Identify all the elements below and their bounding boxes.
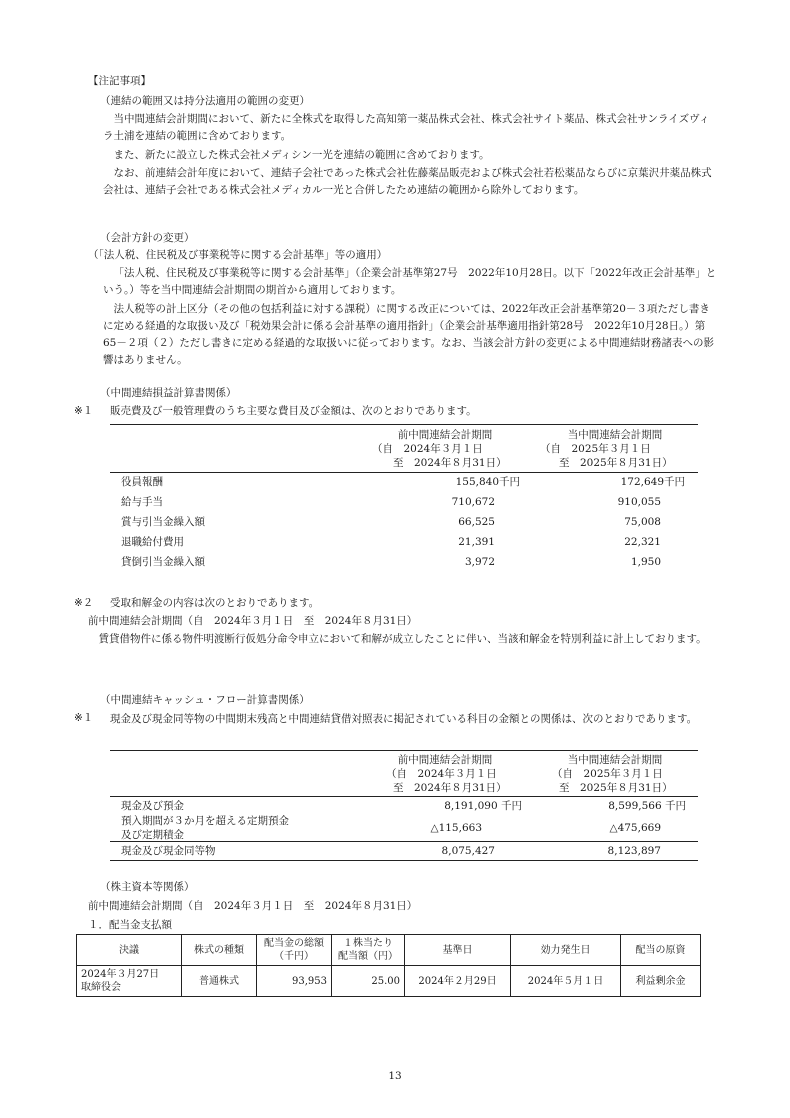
cell-per-share: 25.00 — [332, 966, 405, 997]
dividend-table-header-row — [77, 935, 701, 966]
cf-prev-line2: （自 2024年３月１日 — [386, 768, 497, 780]
cf-row-prev: △115,663 — [430, 822, 482, 834]
cf-table-bottom-rule — [110, 860, 698, 861]
cf-table-total-rule — [110, 841, 698, 842]
scope-paragraph-3: なお、前連結会計年度において、連結子会社であった株式会社佐藤薬品販売および株式会社若松薬品ならびに京葉沢井薬品株式会社は、連結子会社である株式会社メディカル一光と合併したため連結の範囲から除外しております。 — [103, 167, 712, 196]
accounting-paragraph-1: 「法人税、住民税及び事業税等に関する会計基準」（企業会計基準第27号 2022年10月28日。以下「2022年改正会計基準」という。）等を当中間連結会計期間の期首から適用しております。 — [103, 267, 717, 296]
pl-row-prev: 155,840千円 — [455, 476, 520, 488]
pl-curr-line2: （自 2025年３月１日 — [540, 443, 651, 455]
accounting-paragraph-2: 法人税等の計上区分（その他の包括利益に対する課税）に関する改正については、2022年改正会計基準第20－３項ただし書きに定める経過的な取扱い及び「税効果会計に係る会計基準の適用指針」（企業会計基準適用指針第28号 2022年10月28日。）第65－２項（２）ただし書きに定める経過的な取扱いに従っております。なお、当該会計方針の変更による中間連結財務諸表への影響はありません。 — [103, 303, 715, 366]
cf-row-prev: 8,191,090 千円 — [444, 800, 522, 812]
cf-curr-line2: （自 2025年３月１日 — [552, 768, 663, 780]
pl-note2-text: 受取和解金の内容は次のとおりであります。 — [110, 597, 320, 609]
cf-row-prev: 8,075,427 — [441, 845, 495, 857]
cf-table-header-rule — [110, 796, 698, 797]
cell-record-date: 2024年２月29日 — [405, 966, 511, 997]
header-per-line1: １株当たり — [343, 938, 393, 949]
cf-row-curr: △475,669 — [609, 822, 661, 834]
header-total-line1: 配当金の総額 — [264, 938, 324, 949]
cf-note1-mark: ※１ — [74, 712, 94, 724]
equity-subheading: １．配当金支払額 — [88, 919, 172, 931]
dividend-table — [76, 934, 701, 997]
cell-effective-date: 2024年５月１日 — [511, 966, 621, 997]
header-record-date: 基準日 — [405, 935, 511, 966]
pl-table-top-rule — [110, 424, 698, 425]
cell-share-type: 普通株式 — [182, 966, 257, 997]
cf-row-curr: 8,123,897 — [607, 845, 661, 857]
pl-row-prev: 710,672 — [451, 496, 495, 508]
pl-row-label: 給与手当 — [121, 496, 163, 508]
pl-note1-mark: ※１ — [74, 405, 94, 417]
pl-row-label: 退職給付費用 — [121, 536, 184, 548]
pl-curr-line3: 至 2025年８月31日） — [559, 457, 673, 469]
cf-curr-line3: 至 2025年８月31日） — [559, 782, 673, 794]
pl-prev-line3: 至 2024年８月31日） — [393, 457, 507, 469]
cf-row-label: 現金及び現金同等物 — [121, 845, 216, 857]
header-per-line2: 配当額（円） — [338, 951, 398, 962]
accounting-subheading: （「法人税、住民税及び事業税等に関する会計基準」等の適用） — [88, 249, 388, 261]
pl-row-label: 貸倒引当金繰入額 — [121, 556, 205, 568]
header-per-share — [332, 935, 405, 966]
pl-prev-line1: 前中間連結会計期間 — [397, 429, 493, 441]
header-dividend-source: 配当の原資 — [621, 935, 701, 966]
cell-resolution — [77, 966, 182, 997]
scope-paragraph-2: また、新たに設立した株式会社メディシン一光を連結の範囲に含めております。 — [113, 149, 490, 161]
pl-note2-mark: ※２ — [74, 597, 94, 609]
pl-heading: （中間連結損益計算書関係） — [100, 387, 237, 399]
cf-heading: （中間連結キャッシュ・フロー計算書関係） — [100, 694, 310, 706]
pl-row-label: 役員報酬 — [121, 476, 163, 488]
pl-row-curr: 75,008 — [624, 516, 661, 528]
header-share-type: 株式の種類 — [182, 935, 257, 966]
header-total-dividend — [257, 935, 332, 966]
cf-note1-text: 現金及び現金同等物の中間期末残高と中間連結貸借対照表に掲記されている科目の金額との関係は、次のとおりであります。 — [110, 713, 698, 725]
cf-row-label: 現金及び預金 — [121, 800, 184, 812]
pl-row-prev: 66,525 — [458, 516, 495, 528]
cell-resolution-line1: 2024年３月27日 — [81, 969, 160, 980]
pl-note2-body: 賃貸借物件に係る物件明渡断行仮処分命令申立において和解が成立したことに伴い、当該和解金を特別利益に計上しております。 — [98, 633, 707, 645]
dividend-table-row — [77, 966, 701, 997]
cf-table-top-rule — [110, 750, 698, 751]
pl-note1-text: 販売費及び一般管理費のうち主要な費目及び金額は、次のとおりであります。 — [110, 405, 477, 417]
accounting-heading: （会計方針の変更） — [100, 232, 195, 244]
pl-row-curr: 172,649千円 — [620, 476, 685, 488]
header-effective-date: 効力発生日 — [511, 935, 621, 966]
scope-paragraph-1: 当中間連結会計期間において、新たに全株式を取得した高知第一薬品株式会社、株式会社サイト薬品、株式会社サンライズヴィラ土浦を連結の範囲に含めております。 — [103, 113, 710, 142]
pl-row-prev: 21,391 — [458, 536, 495, 548]
pl-row-curr: 22,321 — [624, 536, 661, 548]
cell-total-dividend: 93,953 — [257, 966, 332, 997]
notes-heading: 【注記事項】 — [88, 75, 151, 87]
header-total-line2: （千円） — [274, 951, 314, 962]
equity-heading: （株主資本等関係） — [100, 881, 195, 893]
pl-row-curr: 910,055 — [617, 496, 661, 508]
cf-curr-line1: 当中間連結会計期間 — [567, 754, 663, 766]
pl-prev-line2: （自 2024年３月１日 — [372, 443, 483, 455]
cell-dividend-source: 利益剰余金 — [621, 966, 701, 997]
cf-prev-line1: 前中間連結会計期間 — [397, 754, 493, 766]
cell-resolution-line2: 取締役会 — [81, 982, 121, 993]
pl-row-curr: 1,950 — [630, 556, 661, 568]
pl-row-label: 賞与引当金繰入額 — [121, 516, 205, 528]
page-number: 13 — [388, 1070, 402, 1082]
pl-note2-period: 前中間連結会計期間（自 2024年３月１日 至 2024年８月31日） — [88, 615, 418, 627]
pl-curr-line1: 当中間連結会計期間 — [567, 429, 663, 441]
pl-table-header-rule — [110, 472, 698, 473]
pl-row-prev: 3,972 — [464, 556, 495, 568]
equity-period: 前中間連結会計期間（自 2024年３月１日 至 2024年８月31日） — [88, 900, 418, 912]
cf-row-curr: 8,599,566 千円 — [608, 800, 686, 812]
scope-heading: （連結の範囲又は持分法適用の範囲の変更） — [100, 95, 310, 107]
cf-row-label-line2: 及び定期積金 — [121, 829, 184, 841]
header-resolution: 決議 — [77, 935, 182, 966]
cf-prev-line3: 至 2024年８月31日） — [393, 782, 507, 794]
cf-row-label-line1: 預入期間が３か月を超える定期預金 — [121, 815, 289, 827]
